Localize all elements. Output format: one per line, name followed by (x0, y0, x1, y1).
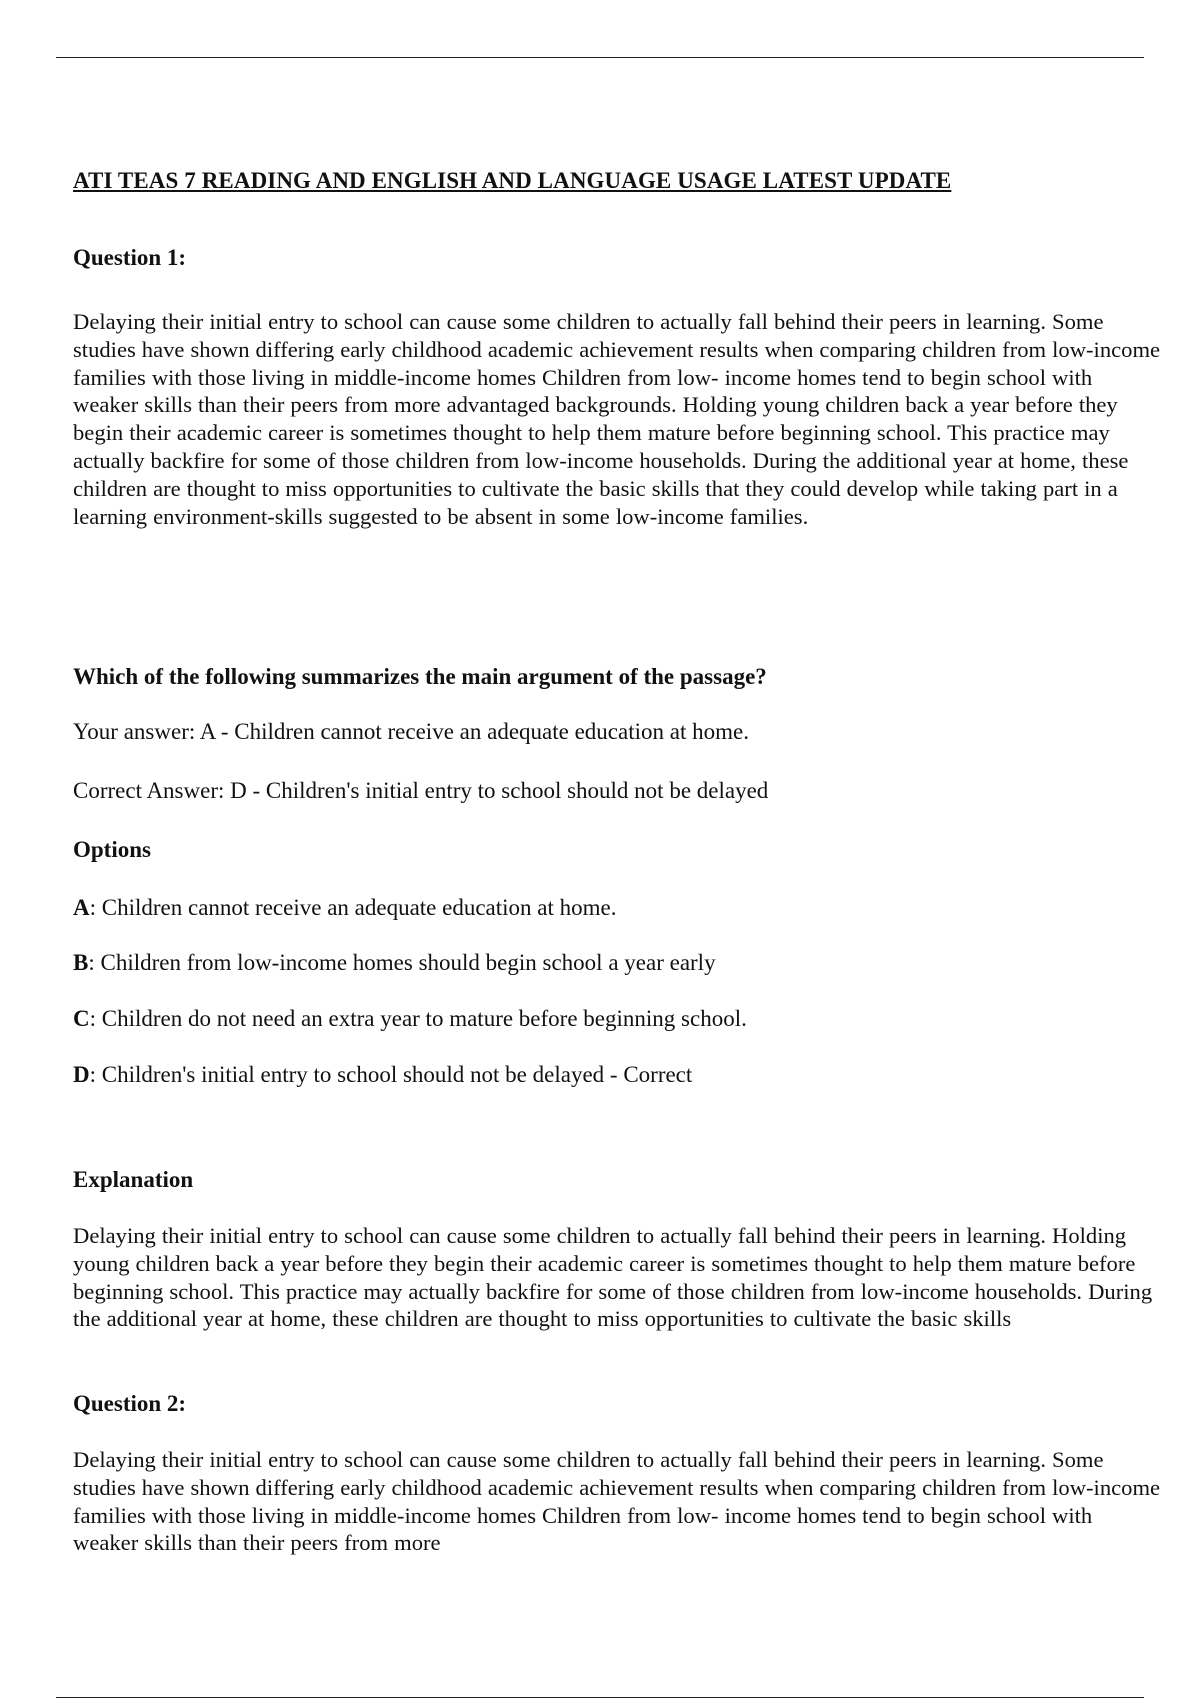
question-1-passage: Delaying their initial entry to school can cause some children to actually fall behind their peers in learning. Some studies have shown differing early childhood academic achievement results when comparing children from low-income families with those living in middle-income homes Children from low- income homes tend to begin school with weaker skills than their peers from more advantaged backgrounds. Holding young children back a year before they begin their academic career is sometimes thought to help them mature before beginning school. This practice may actually backfire for some of those children from low-income households. During the additional year at home, these children are thought to miss opportunities to cultivate the basic skills that they could develop while taking part in a learning environment-skills suggested to be absent in some low-income families. (73, 309, 1161, 529)
option-b (73, 950, 716, 976)
option-a (73, 895, 616, 921)
document-title: ATI TEAS 7 READING AND ENGLISH AND LANGUAGE USAGE LATEST UPDATE (73, 168, 952, 193)
option-a-letter: A (73, 895, 90, 920)
option-b-letter: B (73, 950, 89, 975)
option-d-letter: D (73, 1062, 90, 1087)
explanation-heading: Explanation (73, 1167, 194, 1192)
option-b-text: : Children from low-income homes should begin school a year early (88, 950, 716, 975)
option-d (73, 1062, 692, 1088)
bottom-rule (56, 1697, 1144, 1698)
question-2-passage: Delaying their initial entry to school can cause some children to actually fall behind their peers in learning. Some studies have shown differing early childhood academic achievement results when comparing children from low-income families with those living in middle-income homes Children from low- income homes tend to begin school with weaker skills than their peers from more (73, 1447, 1161, 1556)
options-heading: Options (73, 837, 151, 862)
option-c-letter: C (73, 1006, 90, 1031)
your-answer: Your answer: A - Children cannot receive an adequate education at home. (73, 719, 749, 744)
option-c-text: : Children do not need an extra year to mature before beginning school. (89, 1006, 747, 1031)
option-c (73, 1006, 747, 1032)
question-2-heading: Question 2: (73, 1391, 187, 1416)
question-1-heading: Question 1: (73, 245, 187, 270)
correct-answer: Correct Answer: D - Children's initial entry to school should not be delayed (73, 778, 769, 803)
top-rule (56, 57, 1144, 58)
option-d-text: : Children's initial entry to school should not be delayed - Correct (89, 1062, 693, 1087)
explanation-text: Delaying their initial entry to school can cause some children to actually fall behind their peers in learning. Holding young children back a year before they begin their academic career is sometimes thought to help them mature before beginning school. This practice may actually backfire for some of those children from low-income households. During the additional year at home, these children are thought to miss opportunities to cultivate the basic skills (73, 1223, 1153, 1332)
question-1-prompt: Which of the following summarizes the main argument of the passage? (73, 664, 767, 689)
option-a-text: : Children cannot receive an adequate education at home. (89, 895, 617, 920)
